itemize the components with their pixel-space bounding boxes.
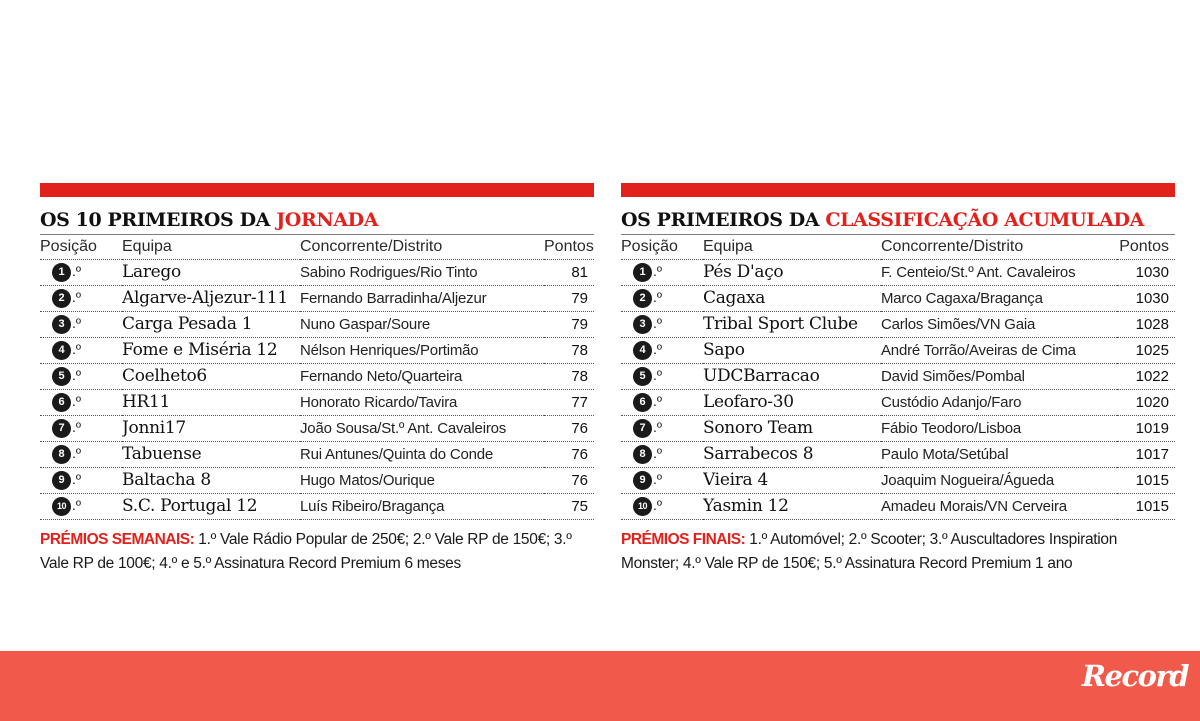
- position-cell: [40, 259, 122, 285]
- position-badge: 8: [633, 445, 652, 464]
- position-cell: [621, 389, 703, 415]
- team-name: Tribal Sport Clube: [703, 311, 881, 337]
- table-row: [40, 311, 594, 337]
- weekly-rows: [40, 259, 594, 519]
- top-red-rule: [40, 183, 594, 197]
- team-name: Coelheto6: [122, 363, 300, 389]
- competitor-district: Custódio Adanjo/Faro: [881, 389, 1117, 415]
- header-comp: Concorrente/Distrito: [881, 235, 1117, 259]
- competitor-district: Honorato Ricardo/Tavira: [300, 389, 544, 415]
- team-name: Vieira 4: [703, 467, 881, 493]
- position-badge: 9: [633, 471, 652, 490]
- header-pts: Pontos: [1117, 235, 1175, 259]
- points: 76: [544, 415, 594, 441]
- position-cell: [40, 389, 122, 415]
- points: 1020: [1117, 389, 1175, 415]
- team-name: Pés D'aço: [703, 259, 881, 285]
- position-badge: 10: [52, 497, 71, 516]
- team-name: HR11: [122, 389, 300, 415]
- points: 76: [544, 441, 594, 467]
- position-cell: [40, 467, 122, 493]
- team-name: UDCBarracao: [703, 363, 881, 389]
- final-prizes: PRÉMIOS FINAIS: 1.º Automóvel; 2.º Scooter; 3.º Auscultadores Inspiration Monster; 4.º Vale RP de 150€; 5.º Assinatura Record Premium 1 ano: [621, 530, 1118, 572]
- points: 1015: [1117, 493, 1175, 519]
- table-row: [621, 363, 1175, 389]
- position-ordinal: .º: [72, 418, 82, 435]
- cumulative-title: OS PRIMEIROS DA CLASSIFICAÇÃO ACUMULADA: [621, 207, 1175, 235]
- competitor-district: David Simões/Pombal: [881, 363, 1117, 389]
- team-name: Sarrabecos 8: [703, 441, 881, 467]
- cumulative-rows: [621, 259, 1175, 519]
- competitor-district: Rui Antunes/Quinta do Conde: [300, 441, 544, 467]
- position-ordinal: .º: [72, 496, 82, 513]
- points: 1019: [1117, 415, 1175, 441]
- competitor-district: João Sousa/St.º Ant. Cavaleiros: [300, 415, 544, 441]
- position-cell: [621, 363, 703, 389]
- cumulative-ranking-table: [621, 235, 1175, 520]
- position-ordinal: .º: [72, 470, 82, 487]
- table-row: [621, 259, 1175, 285]
- team-name: Sonoro Team: [703, 415, 881, 441]
- position-badge: 7: [633, 419, 652, 438]
- position-ordinal: .º: [72, 340, 82, 357]
- points: 1017: [1117, 441, 1175, 467]
- table-row: [40, 363, 594, 389]
- table-row: [621, 337, 1175, 363]
- position-cell: [621, 441, 703, 467]
- competitor-district: Luís Ribeiro/Bragança: [300, 493, 544, 519]
- position-badge: 3: [52, 315, 71, 334]
- team-name: Leofaro-30: [703, 389, 881, 415]
- position-ordinal: .º: [653, 444, 663, 461]
- competitor-district: Fernando Barradinha/Aljezur: [300, 285, 544, 311]
- position-cell: [40, 493, 122, 519]
- header-pos: Posição: [621, 235, 703, 259]
- table-header-row: [40, 235, 594, 259]
- team-name: Larego: [122, 259, 300, 285]
- team-name: Algarve-Aljezur-111: [122, 285, 300, 311]
- competitor-district: F. Centeio/St.º Ant. Cavaleiros: [881, 259, 1117, 285]
- position-ordinal: .º: [72, 288, 82, 305]
- position-ordinal: .º: [72, 444, 82, 461]
- points: 75: [544, 493, 594, 519]
- position-cell: [621, 285, 703, 311]
- competitor-district: Fernando Neto/Quarteira: [300, 363, 544, 389]
- position-ordinal: .º: [72, 262, 82, 279]
- competitor-district: Sabino Rodrigues/Rio Tinto: [300, 259, 544, 285]
- table-row: [40, 259, 594, 285]
- table-row: [40, 493, 594, 519]
- points: 1028: [1117, 311, 1175, 337]
- competitor-district: André Torrão/Aveiras de Cima: [881, 337, 1117, 363]
- position-cell: [621, 415, 703, 441]
- table-row: [40, 389, 594, 415]
- table-row: [621, 311, 1175, 337]
- position-badge: 1: [52, 263, 71, 282]
- position-badge: 7: [52, 419, 71, 438]
- competitor-district: Paulo Mota/Setúbal: [881, 441, 1117, 467]
- position-badge: 2: [633, 289, 652, 308]
- position-cell: [40, 441, 122, 467]
- footer-band: [0, 651, 1200, 721]
- header-comp: Concorrente/Distrito: [300, 235, 544, 259]
- points: 76: [544, 467, 594, 493]
- table-row: [40, 337, 594, 363]
- position-cell: [40, 363, 122, 389]
- competitor-district: Carlos Simões/VN Gaia: [881, 311, 1117, 337]
- position-badge: 6: [52, 393, 71, 412]
- position-ordinal: .º: [653, 366, 663, 383]
- competitor-district: Amadeu Morais/VN Cerveira: [881, 493, 1117, 519]
- header-team: Equipa: [122, 235, 300, 259]
- position-badge: 5: [52, 367, 71, 386]
- points: 1030: [1117, 285, 1175, 311]
- competitor-district: Joaquim Nogueira/Águeda: [881, 467, 1117, 493]
- table-row: [40, 441, 594, 467]
- table-row: [621, 415, 1175, 441]
- position-ordinal: .º: [653, 470, 663, 487]
- team-name: Tabuense: [122, 441, 300, 467]
- table-row: [621, 389, 1175, 415]
- points: 78: [544, 337, 594, 363]
- weekly-prizes: PRÉMIOS SEMANAIS: 1.º Vale Rádio Popular de 250€; 2.º Vale RP de 150€; 3.º Vale RP de 100€; 4.º e 5.º Assinatura Record Premium 6 meses: [40, 530, 572, 572]
- competitor-district: Fábio Teodoro/Lisboa: [881, 415, 1117, 441]
- position-badge: 1: [633, 263, 652, 282]
- position-badge: 2: [52, 289, 71, 308]
- team-name: S.C. Portugal 12: [122, 493, 300, 519]
- team-name: Sapo: [703, 337, 881, 363]
- position-cell: [621, 493, 703, 519]
- position-cell: [621, 259, 703, 285]
- position-ordinal: .º: [72, 392, 82, 409]
- team-name: Carga Pesada 1: [122, 311, 300, 337]
- position-ordinal: .º: [653, 288, 663, 305]
- position-cell: [40, 337, 122, 363]
- position-ordinal: .º: [653, 314, 663, 331]
- header-team: Equipa: [703, 235, 881, 259]
- points: 1022: [1117, 363, 1175, 389]
- table-row: [621, 285, 1175, 311]
- points: 1025: [1117, 337, 1175, 363]
- position-badge: 4: [633, 341, 652, 360]
- position-ordinal: .º: [72, 366, 82, 383]
- position-ordinal: .º: [653, 392, 663, 409]
- position-badge: 5: [633, 367, 652, 386]
- position-badge: 8: [52, 445, 71, 464]
- position-cell: [621, 467, 703, 493]
- table-row: [40, 285, 594, 311]
- table-row: [40, 415, 594, 441]
- table-row: [621, 467, 1175, 493]
- position-cell: [621, 311, 703, 337]
- team-name: Jonni17: [122, 415, 300, 441]
- position-ordinal: .º: [653, 496, 663, 513]
- top-red-rule: [621, 183, 1175, 197]
- team-name: Fome e Miséria 12: [122, 337, 300, 363]
- points: 81: [544, 259, 594, 285]
- weekly-title: OS 10 PRIMEIROS DA JORNADA: [40, 207, 594, 235]
- competitor-district: Nélson Henriques/Portimão: [300, 337, 544, 363]
- competitor-district: Marco Cagaxa/Bragança: [881, 285, 1117, 311]
- position-cell: [621, 337, 703, 363]
- position-badge: 6: [633, 393, 652, 412]
- position-cell: [40, 311, 122, 337]
- table-row: [621, 441, 1175, 467]
- position-badge: 4: [52, 341, 71, 360]
- position-cell: [40, 415, 122, 441]
- team-name: Yasmin 12: [703, 493, 881, 519]
- header-pts: Pontos: [544, 235, 594, 259]
- weekly-top10-panel: [40, 183, 594, 576]
- team-name: Cagaxa: [703, 285, 881, 311]
- points: 79: [544, 311, 594, 337]
- points: 77: [544, 389, 594, 415]
- position-badge: 10: [633, 497, 652, 516]
- points: 1015: [1117, 467, 1175, 493]
- position-ordinal: .º: [653, 418, 663, 435]
- competitor-district: Hugo Matos/Ourique: [300, 467, 544, 493]
- record-logo[interactable]: Record: [1081, 659, 1188, 693]
- team-name: Baltacha 8: [122, 467, 300, 493]
- weekly-ranking-table: [40, 235, 594, 520]
- position-cell: [40, 285, 122, 311]
- points: 1030: [1117, 259, 1175, 285]
- points: 79: [544, 285, 594, 311]
- competitor-district: Nuno Gaspar/Soure: [300, 311, 544, 337]
- table-row: [40, 467, 594, 493]
- header-pos: Posição: [40, 235, 122, 259]
- position-ordinal: .º: [653, 340, 663, 357]
- position-badge: 3: [633, 315, 652, 334]
- points: 78: [544, 363, 594, 389]
- position-badge: 9: [52, 471, 71, 490]
- table-header-row: [621, 235, 1175, 259]
- table-row: [621, 493, 1175, 519]
- position-ordinal: .º: [653, 262, 663, 279]
- cumulative-ranking-panel: [621, 183, 1175, 576]
- position-ordinal: .º: [72, 314, 82, 331]
